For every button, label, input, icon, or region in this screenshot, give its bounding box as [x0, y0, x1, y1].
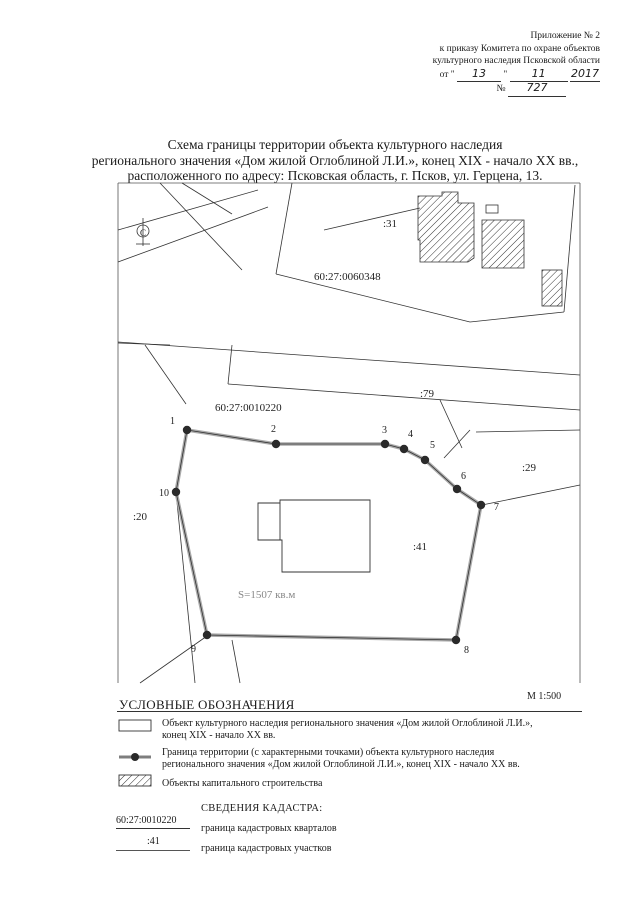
legend-heritage-line-1: Объект культурного наследия регионального значения «Дом жилой Оглоблиной Л.И.»,: [162, 718, 533, 729]
cadastre-block-text: граница кадастровых кварталов: [201, 823, 337, 834]
appendix-line-2: к приказу Комитета по охране объектов: [439, 43, 600, 54]
boundary-point-2: [272, 440, 280, 448]
legend-boundary-line-2: регионального значения «Дом жилой Оглоблиной Л.И.», конец XIX - начало XX вв.: [162, 758, 520, 770]
boundary-point-7: [477, 501, 485, 509]
title-line-1: Схема границы территории объекта культурного наследия: [167, 137, 503, 152]
legend-boundary-line-1: Граница территории (с характерными точками) объекта культурного наследия: [162, 747, 495, 758]
map-scale: М 1:500: [527, 691, 562, 702]
cadastre-block-line: [116, 828, 190, 829]
cadastre-parcel-text: граница кадастровых участков: [201, 843, 332, 854]
boundary-point-4: [400, 445, 408, 453]
appendix-line-1: Приложение № 2: [530, 31, 600, 41]
legend-title: УСЛОВНЫЕ ОБОЗНАЧЕНИЯ: [119, 697, 295, 712]
boundary-point-8: [452, 636, 460, 644]
boundary-point-6: [453, 485, 461, 493]
parcel-label-41: :41: [413, 541, 428, 553]
legend-item-capital: Объекты капитального строительства: [162, 778, 323, 789]
appendix-line-3: культурного наследия Псковской области: [432, 56, 600, 66]
boundary-point-9: [203, 631, 211, 639]
point-label-10: 10: [159, 488, 169, 499]
date-year-value: 2017: [571, 66, 599, 80]
boundary-point-3: [381, 440, 389, 448]
heritage-building: [258, 500, 370, 572]
date-day-value: 13: [471, 66, 486, 80]
boundary-points: [172, 426, 485, 644]
territory-boundary: [176, 430, 481, 640]
point-label-2: 2: [271, 424, 276, 435]
point-label-3: 3: [382, 425, 387, 436]
date-prefix: от ": [439, 69, 455, 80]
parcel-label-79: :79: [420, 388, 435, 400]
point-label-8: 8: [464, 645, 469, 656]
cadastre-title: СВЕДЕНИЯ КАДАСТРА:: [201, 803, 323, 814]
block-label-main: 60:27:0010220: [215, 402, 282, 414]
date-month-value: 11: [531, 66, 546, 80]
point-label-1: 1: [170, 416, 175, 427]
parcel-label-31: :31: [383, 218, 398, 230]
legend-boundary-symbol: [119, 753, 151, 761]
date-mid: ": [503, 69, 508, 80]
boundary-point-1: [183, 426, 191, 434]
capital-buildings: [418, 192, 562, 306]
point-label-5: 5: [430, 440, 435, 451]
block-label-top: 60:27:0060348: [314, 271, 381, 283]
number-prefix: №: [496, 84, 506, 94]
cadastre-parcel-code: :41: [147, 836, 160, 847]
parcel-label-29: :29: [522, 462, 537, 474]
number-value: 727: [526, 81, 548, 94]
boundary-point-5: [421, 456, 429, 464]
title-line-3: расположенного по адресу: Псковская область, г. Псков, ул. Герцена, 13.: [127, 168, 543, 183]
north-letter: С: [140, 228, 147, 238]
point-label-9: 9: [191, 644, 196, 655]
parcel-label-20: :20: [133, 511, 148, 523]
boundary-point-10: [172, 488, 180, 496]
legend-capital-symbol: [119, 775, 151, 786]
cadastre-parcel-line: [116, 850, 190, 851]
area-label: S=1507 кв.м: [238, 589, 296, 601]
legend-item-boundary: [162, 747, 582, 770]
legend-item-heritage: [162, 718, 582, 741]
legend-symbols: [118, 718, 154, 788]
title-line-2: регионального значения «Дом жилой Оглоблиной Л.И.», конец XIX - начало XX вв.,: [91, 152, 579, 168]
point-label-4: 4: [408, 429, 413, 440]
cadastre-block-code: 60:27:0010220: [116, 815, 177, 826]
point-label-6: 6: [461, 471, 466, 482]
legend-divider: [117, 711, 582, 712]
legend-heritage-symbol: [119, 720, 151, 731]
point-label-7: 7: [494, 502, 499, 513]
legend-heritage-line-2: конец XIX - начало XX вв.: [162, 729, 276, 741]
